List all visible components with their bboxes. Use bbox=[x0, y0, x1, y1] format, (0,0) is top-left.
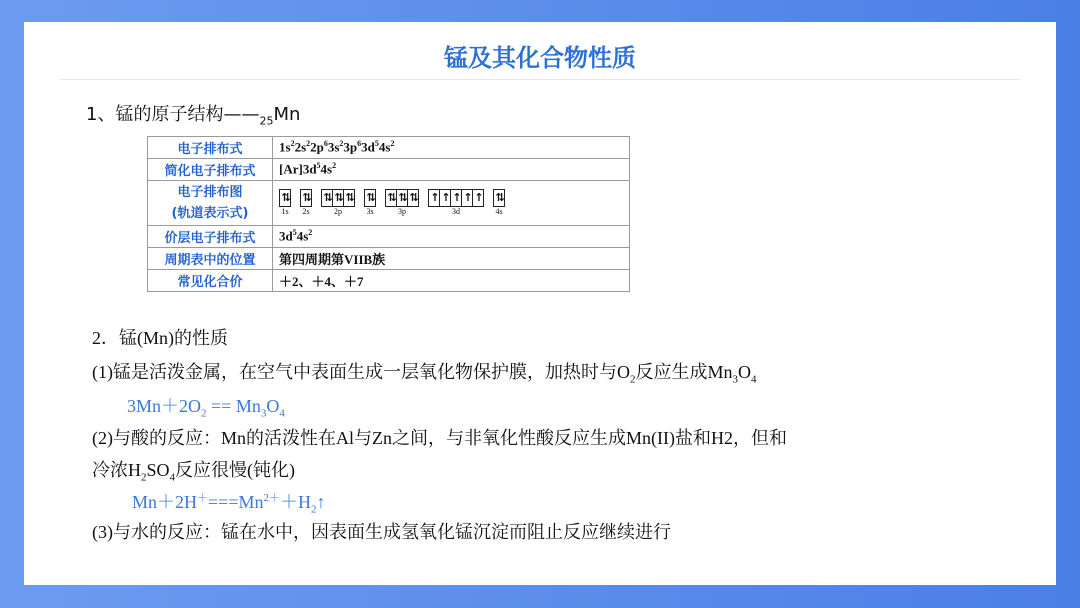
orbital-group-3s bbox=[364, 189, 376, 217]
section1-prefix: 1、锰的原子结构—— bbox=[86, 104, 260, 125]
orbital-diagram bbox=[273, 181, 630, 226]
orbital-group-3p bbox=[385, 189, 419, 217]
orbital-box: ⇅ bbox=[321, 189, 333, 207]
orbital-box: ⇅ bbox=[300, 189, 312, 207]
orbital-diagram-groups bbox=[279, 189, 623, 217]
orbital-box: ↑ bbox=[461, 189, 473, 207]
orbital-label: 3s bbox=[366, 207, 374, 216]
orbital-boxes bbox=[300, 189, 312, 207]
orbital-box: ⇅ bbox=[332, 189, 344, 207]
property-line-3: 冷浓$H_2SO_4$反应很慢(钝化) bbox=[92, 460, 296, 484]
section2-heading: 2．锰(Mn)的性质 bbox=[92, 328, 228, 348]
orbital-group-1s bbox=[279, 189, 291, 217]
orbital-label: 2p bbox=[334, 207, 342, 216]
orbital-group-2p bbox=[321, 189, 355, 217]
orbital-boxes bbox=[385, 189, 419, 207]
orbital-boxes bbox=[428, 189, 484, 207]
property-line-2: (2)与酸的反应：Mn的活泼性在Al与Zn之间，与非氧化性酸反应生成Mn(II)盐和H2，但和 bbox=[92, 428, 787, 448]
row-label: 常见化合价 bbox=[148, 270, 273, 292]
orbital-group-4s bbox=[493, 189, 505, 217]
orbital-box: ⇅ bbox=[343, 189, 355, 207]
orbital-box: ⇅ bbox=[385, 189, 397, 207]
orbital-label: 2s bbox=[302, 207, 310, 216]
equation-1: $3Mn+2O_2 == Mn_3O_4$ bbox=[127, 396, 285, 420]
table-row bbox=[148, 159, 630, 181]
orbital-label: 3p bbox=[398, 207, 406, 216]
table-row bbox=[148, 181, 630, 226]
equation-2: $Mn+2H^+===Mn^{2+}+H_2↑$ bbox=[132, 492, 326, 516]
row-value: 第四周期第VIIB族 bbox=[273, 248, 630, 270]
orbital-label: 4s bbox=[495, 207, 503, 216]
orbital-box: ⇅ bbox=[407, 189, 419, 207]
orbital-box: ↑ bbox=[428, 189, 440, 207]
table-row bbox=[148, 226, 630, 248]
row-label-line1: 电子排布图 bbox=[177, 185, 243, 200]
orbital-box: ⇅ bbox=[279, 189, 291, 207]
row-value: $1s^22s^22p^63s^23p^63d^54s^2$ bbox=[273, 137, 630, 159]
page-title: 锰及其化合物性质 bbox=[444, 44, 636, 72]
orbital-box: ⇅ bbox=[493, 189, 505, 207]
manganese-structure-table bbox=[147, 136, 630, 292]
row-label: 简化电子排布式 bbox=[148, 159, 273, 181]
row-label: 电子排布式 bbox=[148, 137, 273, 159]
row-value: $[Ar]3d^54s^2$ bbox=[273, 159, 630, 181]
orbital-box: ↑ bbox=[439, 189, 451, 207]
orbital-group-3d bbox=[428, 189, 484, 217]
property-line-1: (1)锰是活泼金属，在空气中表面生成一层氧化物保护膜，加热时与$O_2$反应生成$Mn_3O_4$ bbox=[92, 362, 757, 386]
row-label bbox=[148, 181, 273, 226]
row-label: 价层电子排布式 bbox=[148, 226, 273, 248]
row-value: $3d^54s^2$ bbox=[273, 226, 630, 248]
element-symbol: Mn bbox=[273, 104, 301, 125]
orbital-boxes bbox=[279, 189, 291, 207]
orbital-group-2s bbox=[300, 189, 312, 217]
row-label: 周期表中的位置 bbox=[148, 248, 273, 270]
table-row bbox=[148, 137, 630, 159]
orbital-label: 1s bbox=[281, 207, 289, 216]
orbital-box: ⇅ bbox=[364, 189, 376, 207]
row-label-line2: (轨道表示式) bbox=[171, 206, 249, 221]
orbital-box: ⇅ bbox=[396, 189, 408, 207]
section1-heading bbox=[86, 100, 300, 128]
orbital-boxes bbox=[493, 189, 505, 207]
title-divider bbox=[60, 79, 1020, 80]
orbital-label: 3d bbox=[452, 207, 460, 216]
orbital-box: ↑ bbox=[472, 189, 484, 207]
table-row bbox=[148, 270, 630, 292]
slide bbox=[24, 22, 1056, 585]
property-line-4: (3)与水的反应：锰在水中，因表面生成氢氧化锰沉淀而阻止反应继续进行 bbox=[92, 522, 671, 542]
mass-number: 25 bbox=[259, 114, 274, 128]
table-row bbox=[148, 248, 630, 270]
orbital-boxes bbox=[364, 189, 376, 207]
orbital-box: ↑ bbox=[450, 189, 462, 207]
row-value: ＋2、＋4、＋7 bbox=[273, 270, 630, 292]
orbital-boxes bbox=[321, 189, 355, 207]
